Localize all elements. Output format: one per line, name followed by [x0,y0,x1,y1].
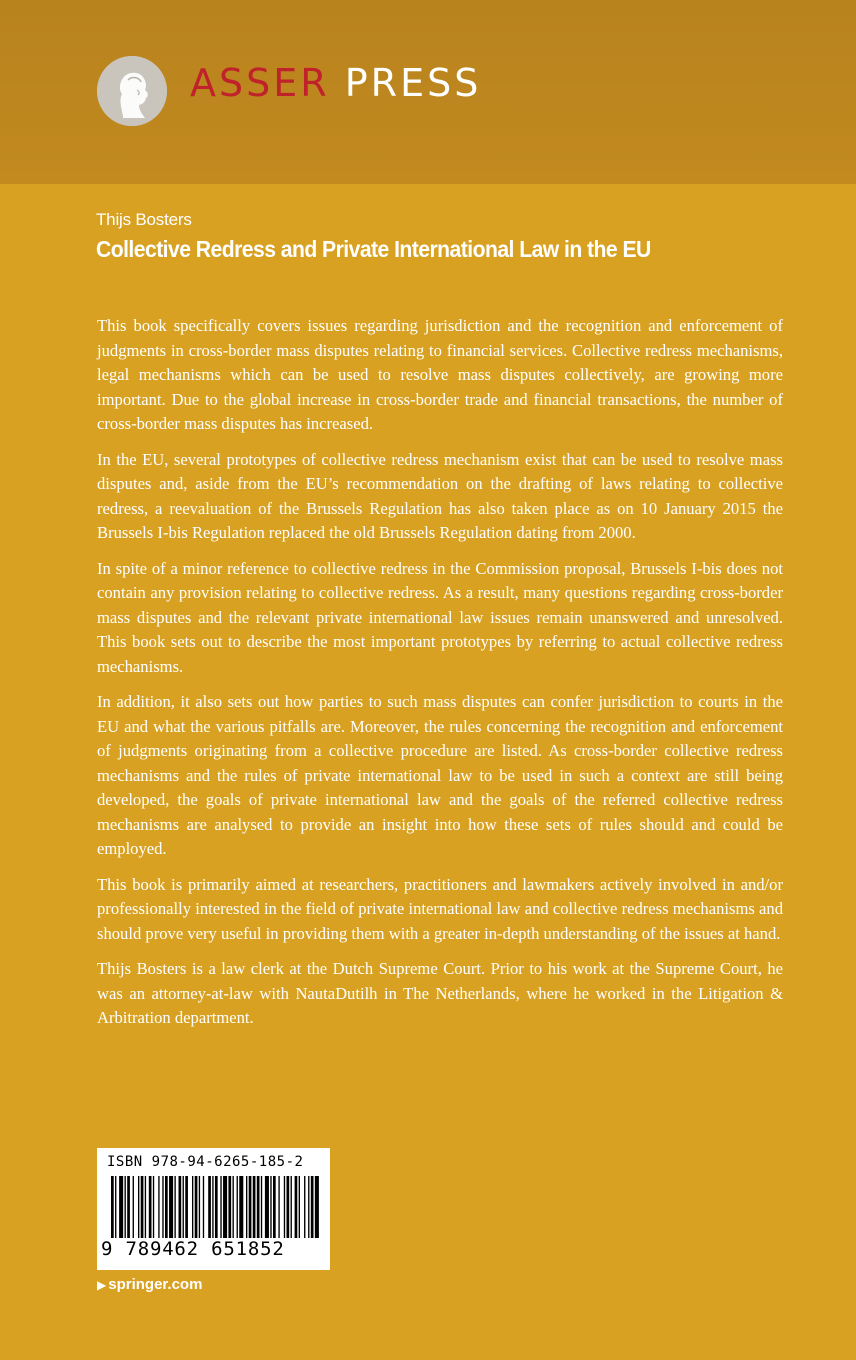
barcode-bar [261,1176,262,1238]
barcode-bar [141,1176,144,1238]
barcode-bar [304,1176,305,1238]
barcode-bar [158,1176,159,1238]
barcode-bar [215,1176,218,1238]
barcode-bar [162,1176,163,1238]
barcode-bar [138,1176,139,1238]
barcode-bar [145,1176,146,1238]
book-title: Collective Redress and Private International Law in the EU [96,236,651,262]
barcode-bar [311,1176,314,1238]
barcode-bar [203,1176,204,1238]
blurb [97,314,783,1042]
springer-link-text: springer.com [108,1276,203,1293]
barcode-bar [195,1176,198,1238]
barcode-bar [265,1176,269,1238]
blurb-paragraph: In addition, it also sets out how parties to such mass disputes can confer jurisdiction to courts in the EU and what the various pitfalls are. Moreover, the rules concerning the recognition and enforcement of judgments originating from a collective procedure are listed. As cross-border collective redress mechanisms and the rules of private international law to be used in such a context are still being developed, the goals of private international law and the goals of the referred collective redress mechanisms are analysed to provide an insight into how these sets of rules should and could be employed. [97,692,783,858]
blurb-paragraph: This book is primarily aimed at researchers, practitioners and lawmakers actively involved in and/or professionally interested in the field of private international law and collective redress mechanisms and should prove very useful in providing them with a greater in-depth understanding of the issues at hand. [97,874,783,943]
barcode-bar [199,1176,200,1238]
barcode-bar [174,1176,175,1238]
barcode-bar [153,1176,154,1238]
barcode-bar [295,1176,298,1238]
isbn-label: ISBN 978-94-6265-185-2 [107,1154,304,1170]
portrait-medallion-icon [97,56,167,126]
barcode-bar [237,1176,238,1238]
barcode-bar [212,1176,213,1238]
blurb-paragraph: In the EU, several prototypes of collective redress mechanism exist that can be used to resolve mass disputes and, aside from the EU’s recommendation on the drafting of laws relating to collective redress, a reevaluation of the Brussels Regulation has also taken place as on 10 January 2015 the Brussels I-bis Regulation replaced the old Brussels Regulation dating from 2000. [97,449,783,542]
barcode-bar [185,1176,188,1238]
publisher-logo [190,61,482,105]
barcode-bar [165,1176,168,1238]
header-band [0,0,856,184]
barcode-digits: 9 789462 651852 [101,1238,285,1260]
barcode-bar [273,1176,276,1238]
isbn-barcode [97,1148,330,1270]
barcode-bar [315,1176,319,1238]
barcode-bar [220,1176,221,1238]
barcode-bar [179,1176,182,1238]
springer-link[interactable] [97,1276,202,1293]
barcode-bar [119,1176,123,1238]
logo-word-asser: ASSER [190,61,330,105]
barcode-bar [233,1176,234,1238]
barcode-bar [223,1176,227,1238]
blurb-paragraph: In spite of a minor reference to collective redress in the Commission proposal, Brussels I-bis does not contain any provision relating to collective redress. As a result, many questions regarding cross-border mass disputes and the relevant private international law issues remain unanswered and unresolved. This book sets out to describe the most important prototypes by referring to actual collective redress mechanisms. [97,558,783,676]
barcode-bar [239,1176,243,1238]
barcode-bar [257,1176,260,1238]
barcode-bar [208,1176,211,1238]
barcode-bar [125,1176,126,1238]
barcode-bar [115,1176,116,1238]
author-bio: Thijs Bosters is a law clerk at the Dutch Supreme Court. Prior to his work at the Supreme Court, he was an attorney-at-law with NautaDutilh in The Netherlands, where he worked in the Litigation & Arbitration department. [97,959,783,1027]
play-arrow-icon: ▶ [97,1278,107,1292]
barcode-bar [284,1176,285,1238]
barcode-bar [149,1176,152,1238]
barcode-bar [183,1176,184,1238]
author-name: Thijs Bosters [96,210,192,229]
barcode-bar [270,1176,271,1238]
barcode-bar [111,1176,114,1238]
barcode-bar [249,1176,252,1238]
barcode-bar [291,1176,292,1238]
barcode-bar [299,1176,300,1238]
barcode-bar [169,1176,173,1238]
barcode-bar [133,1176,134,1238]
logo-word-press: PRESS [344,61,482,105]
blurb-paragraph: This book specifically covers issues regarding jurisdiction and the recognition and enforcement of judgments in cross-border mass disputes relating to financial services. Collective redress mechanisms, legal mechanisms which can be used to resolve mass disputes collectively, are growing more important. Due to the global increase in cross-border trade and financial transactions, the number of cross-border mass disputes has increased. [97,316,783,433]
barcode-bar [278,1176,279,1238]
barcode-bar [287,1176,290,1238]
barcode-bar [192,1176,193,1238]
barcode-bars [97,1176,330,1242]
barcode-bar [253,1176,256,1238]
barcode-bar [228,1176,231,1238]
barcode-bar [246,1176,247,1238]
barcode-bar [308,1176,309,1238]
barcode-bar [127,1176,130,1238]
